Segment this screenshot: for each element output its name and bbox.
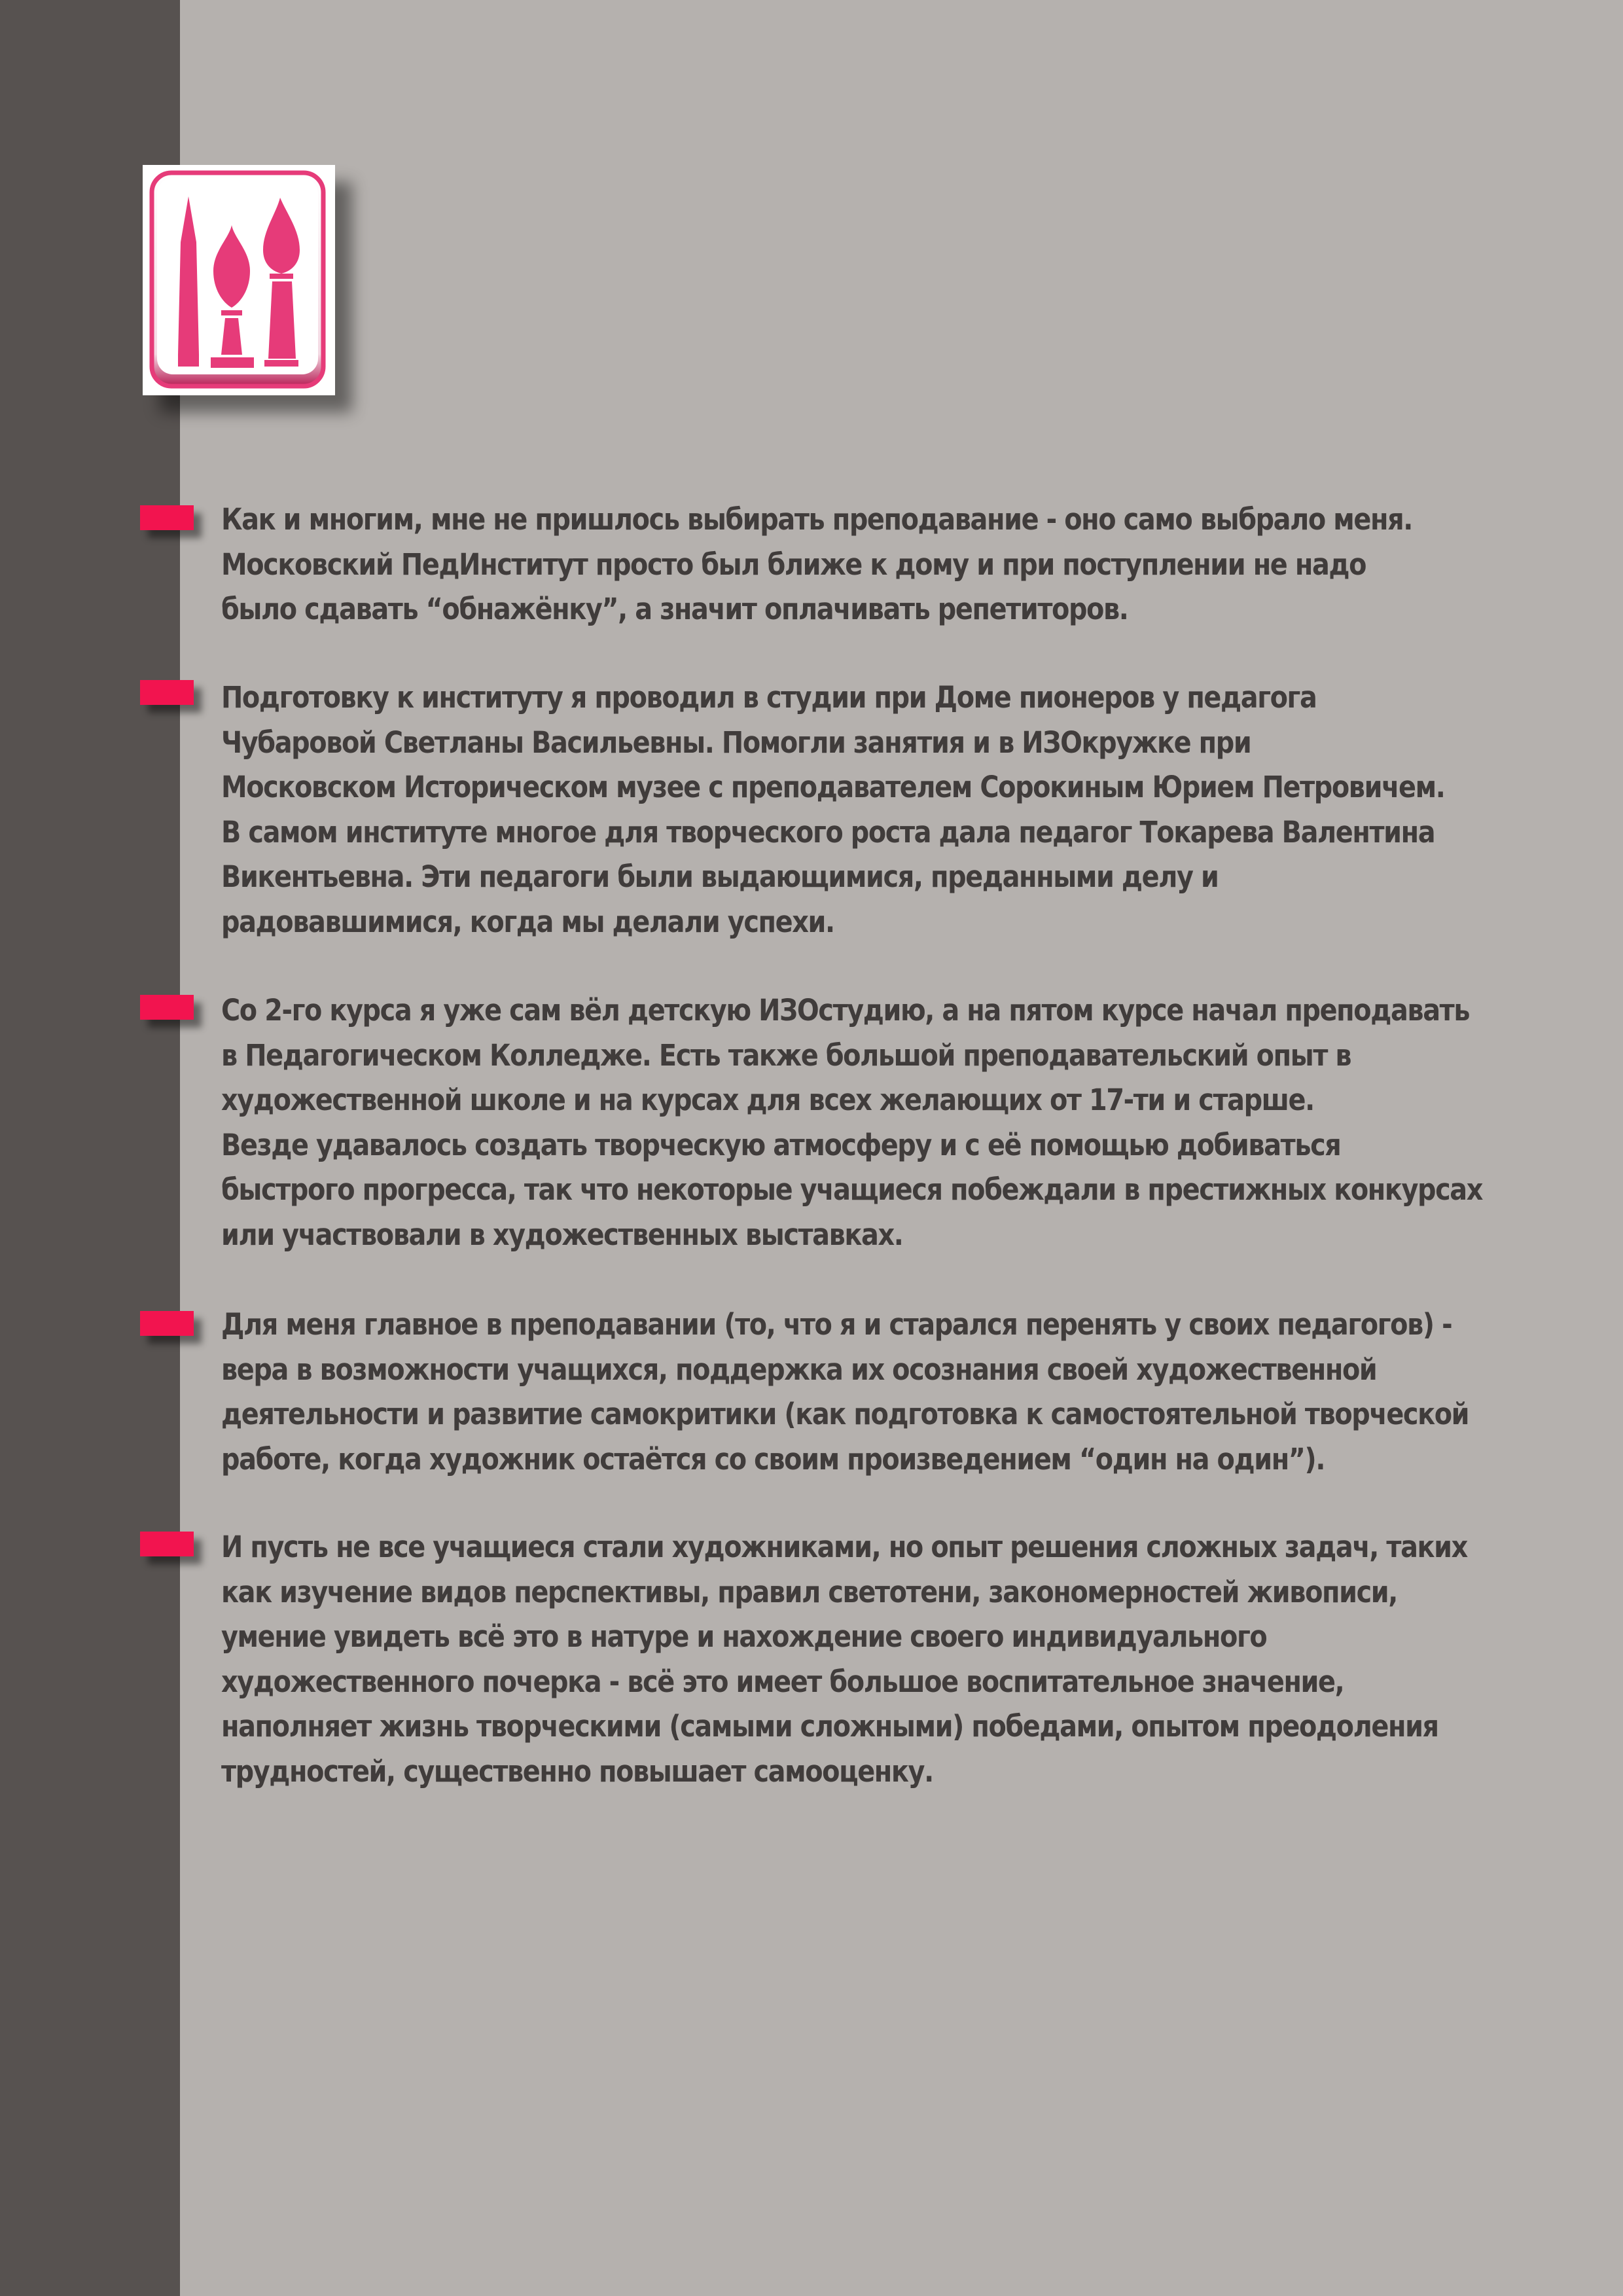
text-line: Викентьевна. Эти педагоги были выдающимися, преданными делу и — [221, 859, 1219, 894]
text-line: Подготовку к институту я проводил в студии при Доме пионеров у педагога — [221, 680, 1317, 715]
text-line: художественной школе и на курсах для всех желающих от 17-ти и старше. — [221, 1083, 1314, 1117]
text-line: Как и многим, мне не пришлось выбирать преподавание - оно само выбрало меня. — [221, 502, 1412, 537]
bullet-marker-3 — [140, 995, 194, 1020]
paragraph-4 — [221, 1302, 1484, 1482]
bullet-marker-2 — [140, 680, 194, 705]
paragraph-1 — [221, 497, 1484, 632]
text-line: Московский ПедИнститут просто был ближе к дому и при поступлении не надо — [221, 547, 1366, 582]
text-line: или участвовали в художественных выставках. — [221, 1217, 903, 1252]
paragraph-2 — [221, 675, 1484, 944]
text-line: радовавшимися, когда мы делали успехи. — [221, 904, 834, 939]
text-line: В самом институте многое для творческого роста дала педагог Токарева Валентина — [221, 814, 1435, 850]
logo — [143, 165, 335, 395]
text-line: Чубаровой Светланы Васильевны. Помогли занятия и в ИЗОкружке при — [221, 725, 1251, 760]
text-line: умение увидеть всё это в натуре и нахождение своего индивидуального — [221, 1619, 1267, 1654]
text-line: быстрого прогресса, так что некоторые учащиеся побеждали в престижных конкурсах — [221, 1172, 1483, 1207]
bullet-marker-4 — [140, 1311, 194, 1336]
bullet-marker-5 — [140, 1532, 194, 1556]
text-line: было сдавать “обнажёнку”, а значит оплачивать репетиторов. — [221, 592, 1128, 626]
paragraph-5 — [221, 1525, 1484, 1794]
pencil-onion-dome-brush-icon — [143, 165, 335, 395]
text-line: работе, когда художник остаётся со своим произведением “один на один”). — [221, 1441, 1325, 1477]
text-line: в Педагогическом Колледже. Есть также большой преподавательский опыт в — [221, 1037, 1351, 1073]
text-line: вера в возможности учащихся, поддержка их осознания своей художественной — [221, 1352, 1377, 1387]
text-line: И пусть не все учащиеся стали художниками, но опыт решения сложных задач, таких — [221, 1530, 1467, 1564]
text-line: Для меня главное в преподавании (то, что я и старался перенять у своих педагогов) - — [221, 1307, 1452, 1342]
text-line: как изучение видов перспективы, правил светотени, закономерностей живописи, — [221, 1574, 1398, 1609]
text-line: Везде удавалось создать творческую атмосферу и с её помощью добиваться — [221, 1127, 1341, 1162]
paragraph-3 — [221, 988, 1484, 1257]
text-line: Со 2-го курса я уже сам вёл детскую ИЗОстудию, а на пятом курсе начал преподавать — [221, 993, 1470, 1028]
text-line: трудностей, существенно повышает самооценку. — [221, 1753, 933, 1789]
text-line: Московском Историческом музее с преподавателем Сорокиным Юрием Петровичем. — [221, 770, 1445, 804]
text-line: художественного почерка - всё это имеет большое воспитательное значение, — [221, 1664, 1344, 1699]
bullet-marker-1 — [140, 505, 194, 530]
text-line: наполняет жизнь творческими (самыми сложными) победами, опытом преодоления — [221, 1709, 1438, 1744]
text-line: деятельности и развитие самокритики (как подготовка к самостоятельной творческой — [221, 1397, 1469, 1431]
